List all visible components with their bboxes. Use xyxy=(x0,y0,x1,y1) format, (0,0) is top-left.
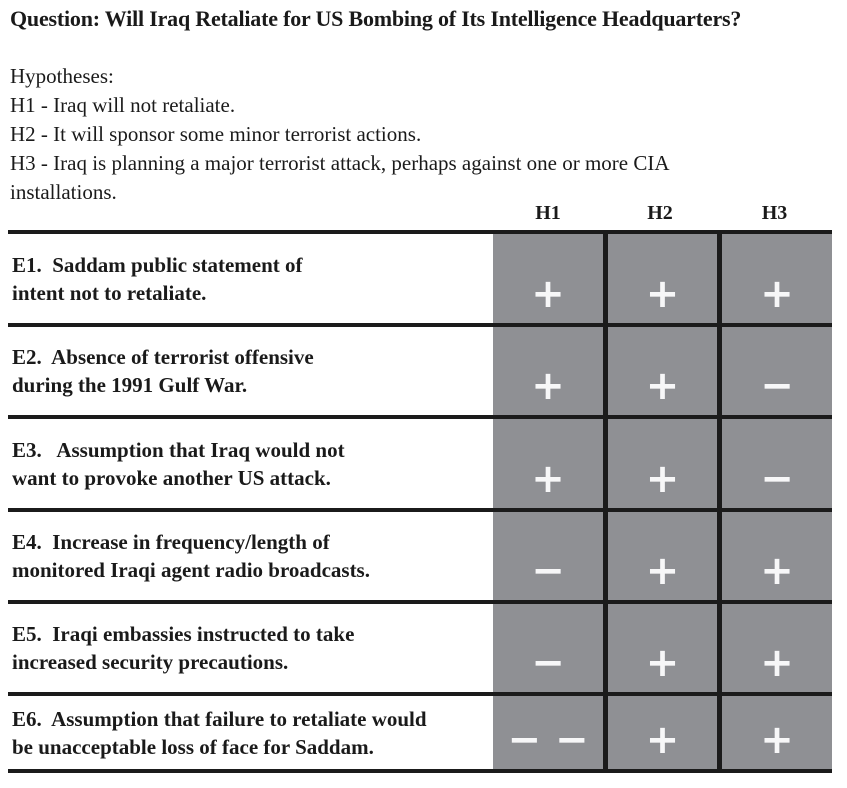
rating-symbol: + xyxy=(760,716,794,763)
rating-symbol: + xyxy=(760,640,794,686)
hypothesis-h2: H2 - It will sponsor some minor terrorist actions. xyxy=(10,122,422,146)
rating-cell-e3-h1 xyxy=(493,419,603,508)
rating-cell-e2-h1 xyxy=(493,327,603,415)
rating-symbol: − xyxy=(760,363,794,409)
rating-cell-e1-h3 xyxy=(717,234,832,323)
rating-symbol: + xyxy=(645,270,680,317)
rating-cell-e6-h3 xyxy=(717,696,832,769)
evidence-line-2: increased security precautions. xyxy=(12,650,289,674)
column-header-h3: H3 xyxy=(761,202,788,224)
evidence-line-1: E1. Saddam public statement of xyxy=(12,252,303,277)
rating-cell-e2-h3 xyxy=(717,327,832,415)
table-row-e5 xyxy=(8,600,832,692)
rating-symbol: + xyxy=(531,363,565,409)
evidence-text-cell xyxy=(8,419,493,508)
hypotheses-block xyxy=(10,62,830,207)
rating-cell-e5-h3 xyxy=(717,604,832,692)
table-row-e6 xyxy=(8,692,832,773)
rating-cell-e1-h1 xyxy=(493,234,603,323)
evidence-line-1: E4. Increase in frequency/length of xyxy=(12,530,330,554)
table-row-e3 xyxy=(8,415,832,508)
rating-symbol: + xyxy=(645,363,680,409)
evidence-line-2: be unacceptable loss of face for Saddam. xyxy=(12,734,374,759)
evidence-line-1: E6. Assumption that failure to retaliate would xyxy=(12,706,427,731)
evidence-line-1: E5. Iraqi embassies instructed to take xyxy=(12,622,355,646)
rating-symbol: + xyxy=(645,548,680,594)
evidence-text-cell xyxy=(8,696,493,769)
table-row-e4 xyxy=(8,508,832,600)
hypothesis-h3-continuation: installations. xyxy=(10,180,117,204)
column-header-h1: H1 xyxy=(535,202,561,224)
hypothesis-h1: H1 - Iraq will not retaliate. xyxy=(10,93,236,117)
question-title: Question: Will Iraq Retaliate for US Bombing of Its Intelligence Headquarters? xyxy=(10,6,742,31)
table-row-e2 xyxy=(8,323,832,415)
evidence-text-cell xyxy=(8,234,493,323)
rating-cell-e6-h2 xyxy=(603,696,717,769)
evidence-line-2: want to provoke another US attack. xyxy=(12,465,331,490)
rating-symbol: + xyxy=(531,455,565,502)
rating-cell-e5-h2 xyxy=(603,604,717,692)
rating-cell-e1-h2 xyxy=(603,234,717,323)
rating-cell-e2-h2 xyxy=(603,327,717,415)
rating-symbol: − − xyxy=(507,716,589,763)
rating-symbol: + xyxy=(645,716,680,763)
header-spacer xyxy=(8,194,493,230)
rating-cell-e4-h1 xyxy=(493,512,603,600)
rating-symbol: − xyxy=(531,640,565,686)
rating-symbol: + xyxy=(760,270,794,317)
rating-symbol: + xyxy=(645,640,680,686)
evidence-text-cell xyxy=(8,604,493,692)
rating-cell-e4-h2 xyxy=(603,512,717,600)
rating-cell-e6-h1 xyxy=(493,696,603,769)
evidence-line-2: monitored Iraqi agent radio broadcasts. xyxy=(12,558,370,582)
evidence-text-cell xyxy=(8,512,493,600)
rating-cell-e3-h3 xyxy=(717,419,832,508)
hypotheses-heading: Hypotheses: xyxy=(10,64,114,88)
evidence-line-2: during the 1991 Gulf War. xyxy=(12,373,248,397)
hypothesis-h3: H3 - Iraq is planning a major terrorist attack, perhaps against one or more CIA xyxy=(10,151,670,175)
ach-matrix-table xyxy=(8,230,832,773)
rating-symbol: − xyxy=(760,455,794,502)
rating-cell-e3-h2 xyxy=(603,419,717,508)
evidence-line-1: E3. Assumption that Iraq would not xyxy=(12,437,345,462)
evidence-line-2: intent not to retaliate. xyxy=(12,280,207,305)
rating-cell-e4-h3 xyxy=(717,512,832,600)
evidence-line-1: E2. Absence of terrorist offensive xyxy=(12,345,314,369)
table-row-e1 xyxy=(8,230,832,323)
rating-symbol: + xyxy=(531,270,565,317)
rating-symbol: + xyxy=(760,548,794,594)
evidence-text-cell xyxy=(8,327,493,415)
rating-cell-e5-h1 xyxy=(493,604,603,692)
rating-symbol: + xyxy=(645,455,680,502)
rating-symbol: − xyxy=(531,548,565,594)
matrix-column-headers xyxy=(8,194,832,230)
column-header-h2: H2 xyxy=(647,202,673,224)
